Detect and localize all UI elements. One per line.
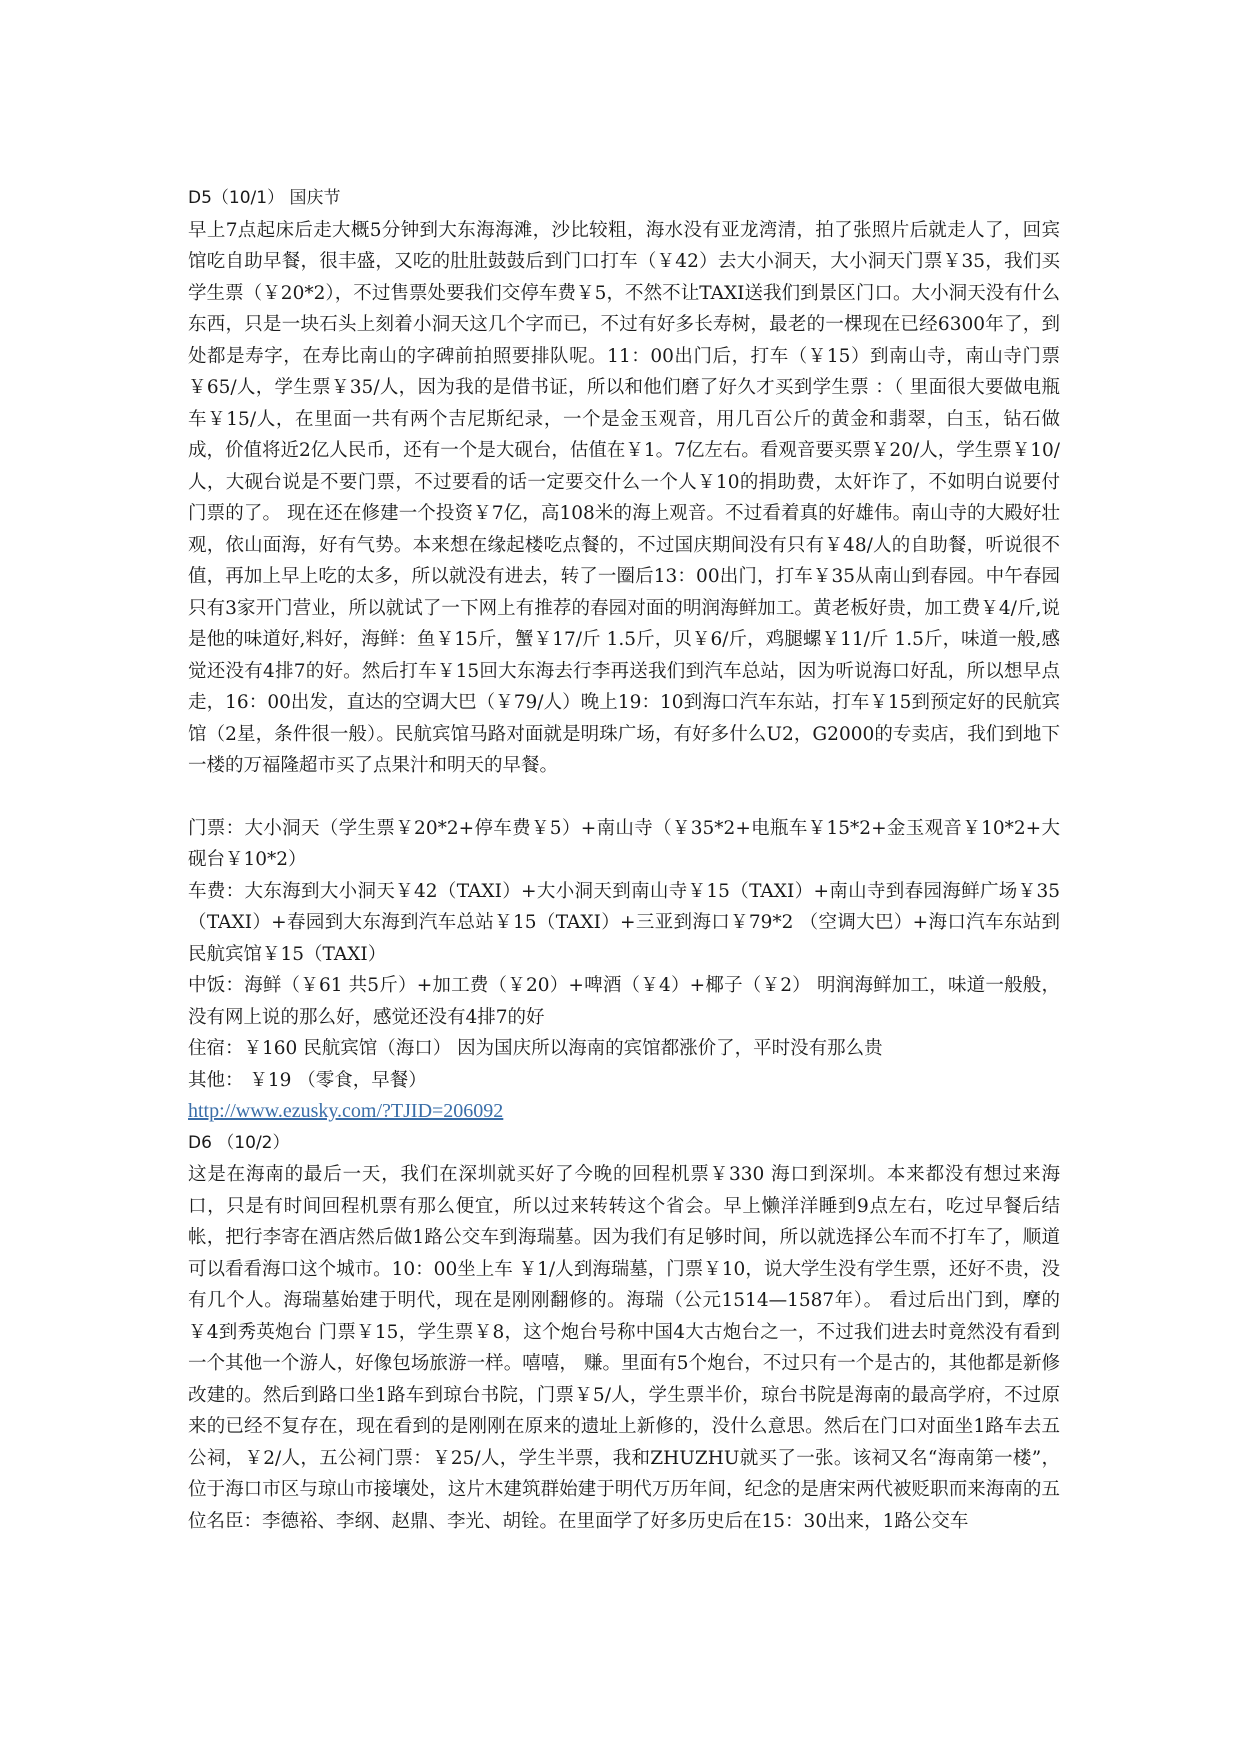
document-page: [188, 183, 1060, 1537]
summary-transport: 车费：大东海到大小洞天￥42（TAXI）+大小洞天到南山寺￥15（TAXI）+南山寺到春园海鲜广场￥35（TAXI）+春园到大东海到汽车总站￥15（TAXI）+三亚到海口￥79*2 （空调大巴）+海口汽车东站到民航宾馆￥15（TAXI）: [188, 880, 1060, 965]
summary-tickets: 门票：大小洞天（学生票￥20*2+停车费￥5）+南山寺（￥35*2+电瓶车￥15*2+金玉观音￥10*2+大砚台￥10*2）: [188, 817, 1060, 870]
d6-paragraph: 这是在海南的最后一天，我们在深圳就买好了今晚的回程机票￥330 海口到深圳。本来都没有想过来海口，只是有时间回程机票有那么便宜，所以过来转转这个省会。早上懒洋洋睡到9点左右，吃过早餐后结帐，把行李寄在酒店然后做1路公交车到海瑞墓。因为我们有足够时间，所以就选择公车而不打车了，顺道可以看看海口这个城市。10：00坐上车 ￥1/人到海瑞墓，门票￥10，说大学生没有学生票，还好不贵，没有几个人。海瑞墓始建于明代，现在是刚刚翻修的。海瑞（公元1514—1587年）。 看过后出门到，摩的￥4到秀英炮台 门票￥15，学生票￥8，这个炮台号称中国4大古炮台之一，不过我们进去时竟然没有看到一个其他一个游人，好像包场旅游一样。嘻嘻， 赚。里面有5个炮台，不过只有一个是古的，其他都是新修改建的。然后到路口坐1路车到琼台书院，门票￥5/人，学生票半价，琼台书院是海南的最高学府，不过原来的已经不复存在，现在看到的是刚刚在原来的遗址上新修的，没什么意思。然后在门口对面坐1路车去五公祠，￥2/人，五公祠门票：￥25/人，学生半票，我和ZHUZHU就买了一张。该祠又名“海南第一楼”，位于海口市区与琼山市接壤处，这片木建筑群始建于明代万历年间，纪念的是唐宋两代被贬职而来海南的五位名臣：李德裕、李纲、赵鼎、李光、胡铨。在里面学了好多历史后在15：30出来，1路公交车: [188, 1164, 1060, 1532]
d5-paragraph: 早上7点起床后走大概5分钟到大东海海滩，沙比较粗，海水没有亚龙湾清，拍了张照片后就走人了，回宾馆吃自助早餐，很丰盛，又吃的肚肚鼓鼓后到门口打车（￥42）去大小洞天，大小洞天门票￥35，我们买学生票（￥20*2），不过售票处要我们交停车费￥5，不然不让TAXI送我们到景区门口。大小洞天没有什么东西，只是一块石头上刻着小洞天这几个字而已，不过有好多长寿树，最老的一棵现在已经6300年了，到处都是寿字，在寿比南山的字碑前拍照要排队呢。11：00出门后，打车（￥15）到南山寺，南山寺门票￥65/人，学生票￥35/人，因为我的是借书证，所以和他们磨了好久才买到学生票 ：（ 里面很大要做电瓶车￥15/人，在里面一共有两个吉尼斯纪录，一个是金玉观音，用几百公斤的黄金和翡翠，白玉，钻石做成，价值将近2亿人民币，还有一个是大砚台，估值在￥1。7亿左右。看观音要买票￥20/人，学生票￥10/人，大砚台说是不要门票，不过要看的话一定要交什么一个人￥10的捐助费，太奸诈了，不如明白说要付门票的了。 现在还在修建一个投资￥7亿，高108米的海上观音。不过看着真的好雄伟。南山寺的大殿好壮观，依山面海，好有气势。本来想在缘起楼吃点餐的，不过国庆期间没有只有￥48/人的自助餐，听说很不值，再加上早上吃的太多，所以就没有进去，转了一圈后13：00出门，打车￥35从南山到春园。中午春园只有3家开门营业，所以就试了一下网上有推荐的春园对面的明润海鲜加工。黄老板好贵，加工费￥4/斤,说是他的味道好,料好，海鲜：鱼￥15斤，蟹￥17/斤 1.5斤，贝￥6/斤，鸡腿螺￥11/斤 1.5斤，味道一般,感觉还没有4排7的好。然后打车￥15回大东海去行李再送我们到汽车总站，因为听说海口好乱，所以想早点走，16：00出发，直达的空调大巴（￥79/人）晚上19：10到海口汽车东站，打车￥15到预定好的民航宾馆（2星，条件很一般）。民航宾馆马路对面就是明珠广场，有好多什么U2，G2000的专卖店，我们到地下一楼的万福隆超市买了点果汁和明天的早餐。: [188, 219, 1060, 776]
d6-heading: D6 （10/2）: [188, 1132, 290, 1153]
ezusky-link[interactable]: http://www.ezusky.com/?TJID=206092: [188, 1100, 504, 1122]
link-line: [188, 1096, 1060, 1128]
d5-heading: D5（10/1） 国庆节: [188, 188, 341, 208]
summary-other: 其他： ￥19 （零食，早餐）: [188, 1069, 427, 1091]
summary-lodging: 住宿：￥160 民航宾馆（海口） 因为国庆所以海南的宾馆都涨价了，平时没有那么贵: [188, 1038, 883, 1059]
paragraph-gap: [188, 782, 1060, 813]
summary-lunch: 中饭：海鲜（￥61 共5斤）+加工费（￥20）+啤酒（￥4）+椰子（￥2） 明润海鲜加工，味道一般般，没有网上说的那么好，感觉还没有4排7的好: [188, 975, 1060, 1028]
